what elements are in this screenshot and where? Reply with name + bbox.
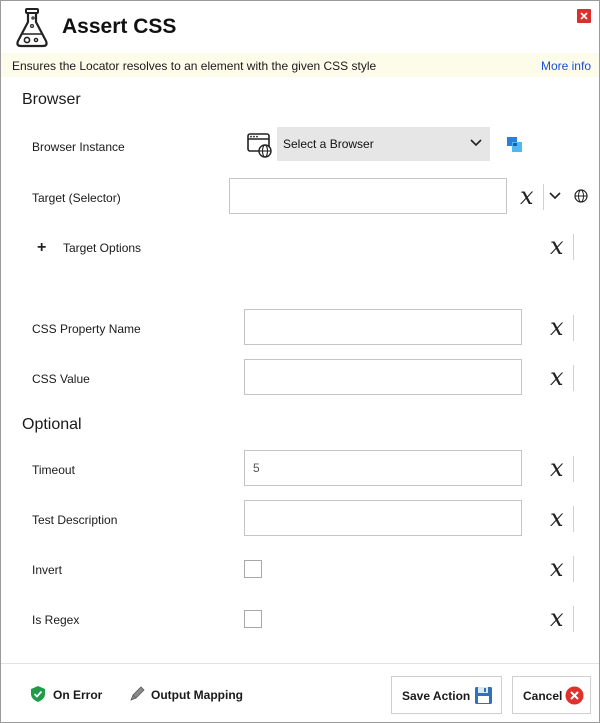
invert-label: Invert	[32, 563, 63, 577]
save-action-label: Save Action	[402, 689, 471, 703]
expression-toggle-target[interactable]: x	[520, 182, 534, 210]
section-title-browser: Browser	[22, 91, 81, 108]
browser-instance-select[interactable]	[277, 127, 490, 161]
timeout-input[interactable]	[244, 450, 522, 486]
invert-checkbox[interactable]	[244, 560, 262, 578]
close-circle-icon	[565, 686, 584, 705]
css-property-name-input[interactable]	[244, 309, 522, 345]
dialog-footer	[1, 663, 599, 722]
is-regex-checkbox[interactable]	[244, 610, 262, 628]
add-browser-icon[interactable]	[505, 135, 525, 155]
expression-toggle-is-regex[interactable]: x	[550, 604, 564, 632]
is-regex-label: Is Regex	[32, 613, 80, 627]
divider	[543, 184, 544, 210]
chevron-down-icon[interactable]	[549, 192, 561, 200]
divider	[573, 506, 574, 532]
flask-icon	[13, 7, 51, 49]
divider	[573, 315, 574, 341]
cancel-button[interactable]	[512, 676, 591, 714]
dialog-title: Assert CSS	[62, 15, 177, 38]
pen-icon[interactable]	[128, 685, 146, 703]
timeout-label: Timeout	[32, 463, 75, 477]
output-mapping-link[interactable]: Output Mapping	[151, 688, 243, 702]
chevron-down-icon	[470, 139, 482, 147]
divider	[573, 456, 574, 482]
divider	[573, 365, 574, 391]
dialog-header	[1, 1, 599, 53]
target-selector-input[interactable]	[229, 178, 507, 214]
target-selector-label: Target (Selector)	[32, 191, 121, 205]
expression-toggle-test-description[interactable]: x	[550, 504, 564, 532]
globe-icon[interactable]	[574, 189, 588, 203]
test-description-label: Test Description	[32, 513, 118, 527]
expand-target-options-button[interactable]: +	[37, 239, 47, 256]
expression-toggle-target-options[interactable]: x	[550, 232, 564, 260]
divider	[573, 556, 574, 582]
floppy-disk-icon	[474, 686, 493, 705]
target-options-label[interactable]: Target Options	[63, 241, 142, 255]
save-action-button[interactable]	[391, 676, 502, 714]
description-text: Ensures the Locator resolves to an element with the given CSS style	[12, 59, 377, 73]
expression-toggle-timeout[interactable]: x	[550, 454, 564, 482]
expression-toggle-invert[interactable]: x	[550, 554, 564, 582]
expression-toggle-css-value[interactable]: x	[550, 363, 564, 391]
browser-instance-selected: Select a Browser	[283, 137, 374, 151]
browser-instance-label: Browser Instance	[32, 140, 125, 154]
section-title-optional: Optional	[22, 416, 82, 433]
test-description-input[interactable]	[244, 500, 522, 536]
divider	[573, 606, 574, 632]
cancel-label: Cancel	[523, 689, 563, 703]
close-icon	[580, 12, 588, 20]
browser-window-icon	[247, 132, 272, 158]
divider	[573, 234, 574, 260]
css-value-input[interactable]	[244, 359, 522, 395]
css-value-label: CSS Value	[32, 372, 90, 386]
shield-check-icon[interactable]	[29, 685, 47, 703]
close-button[interactable]	[577, 9, 591, 23]
css-property-name-label: CSS Property Name	[32, 322, 141, 336]
description-bar	[1, 53, 599, 77]
on-error-link[interactable]: On Error	[53, 688, 103, 702]
more-info-link[interactable]: More info	[540, 59, 591, 73]
expression-toggle-css-property[interactable]: x	[550, 313, 564, 341]
